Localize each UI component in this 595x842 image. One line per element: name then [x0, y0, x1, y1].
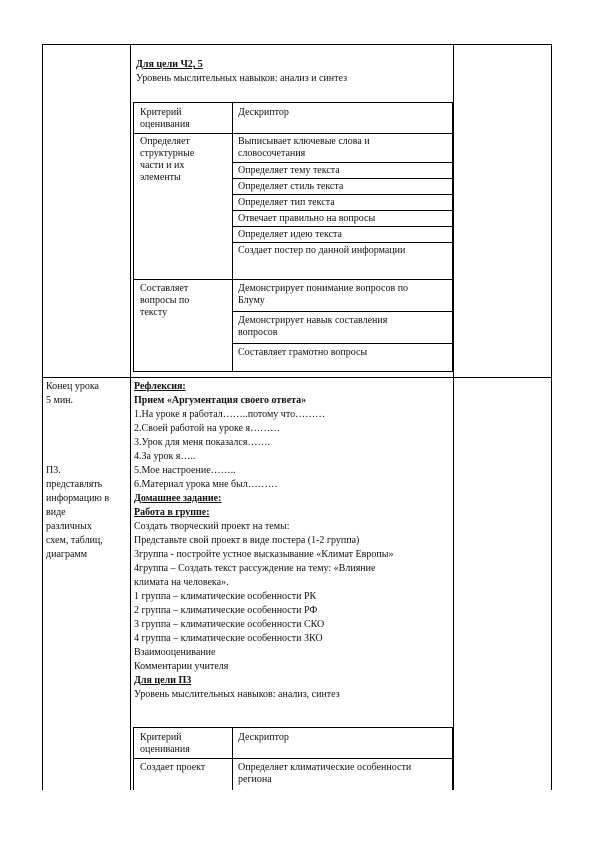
- descriptor-line: Блуму: [238, 295, 265, 306]
- task-line: Комментарии учителя: [134, 661, 229, 672]
- descriptor-divider: [232, 178, 452, 179]
- descriptor-line: Отвечает правильно на вопросы: [238, 213, 376, 224]
- descriptor-cell: [238, 347, 367, 359]
- reflection-technique: Прием «Аргументация своего ответа»: [134, 395, 307, 406]
- descriptor-line: Составляет грамотно вопросы: [238, 347, 368, 358]
- descriptor-cell: [238, 283, 408, 307]
- header-criterion-line: Критерий: [140, 107, 182, 118]
- criteria-column-divider: [232, 728, 233, 790]
- table-border-left: [42, 44, 43, 790]
- stage-line: 5 мин.: [46, 395, 74, 406]
- stage-goal-line: информацию в: [46, 493, 110, 504]
- descriptor-cell: [238, 165, 340, 177]
- header-criterion-line: Критерий: [140, 732, 182, 743]
- criterion-cell-structure: [140, 136, 194, 184]
- descriptor-line: Определяет тип текста: [238, 197, 335, 208]
- descriptor-line: Определяет тему текста: [238, 165, 340, 176]
- section2-goal: Для цели П3: [134, 675, 192, 686]
- header-criterion-line: оценивания: [140, 744, 190, 755]
- stage-goal-cell: [46, 464, 132, 562]
- descriptor-line: Выписывает ключевые слова и: [238, 136, 370, 147]
- reflection-prompt: 1.На уроке я работал……..потому что………: [134, 409, 326, 420]
- descriptor-line: Создает постер по данной информации: [238, 245, 406, 256]
- header-descriptor-text: Дескриптор: [238, 732, 289, 743]
- group-work-title: Работа в группе:: [134, 507, 210, 518]
- reflection-prompt: 2.Своей работой на уроке я………: [134, 423, 281, 434]
- stage-goal-line: П3.: [46, 465, 61, 476]
- task-line: 1 группа – климатические особенности РК: [134, 591, 317, 602]
- stage-goal-line: схем, таблиц,: [46, 535, 103, 546]
- task-line: 4группа – Создать текст рассуждение на тему: «Влияние: [134, 563, 376, 574]
- descriptor-cell: [238, 136, 370, 160]
- descriptor-divider: [232, 311, 452, 312]
- header-criterion-cell: [140, 732, 190, 756]
- table-border-top: [42, 44, 552, 45]
- table-column-divider-2: [453, 44, 454, 790]
- task-line: Представьте свой проект в виде постера (1-2 группа): [134, 535, 360, 546]
- header-criterion-cell: [140, 107, 190, 131]
- descriptor-line: Демонстрирует навык составления: [238, 315, 388, 326]
- stage-goal-line: различных: [46, 521, 92, 532]
- reflection-prompt: 4.За урок я…..: [134, 451, 196, 462]
- task-line: 3группа - постройте устное высказывание «Климат Европы»: [134, 549, 394, 560]
- section2-level: Уровень мыслительных навыков: анализ, синтез: [134, 689, 340, 700]
- descriptor-divider: [232, 194, 452, 195]
- descriptor-line: вопросов: [238, 327, 278, 338]
- reflection-title: Рефлексия:: [134, 381, 186, 392]
- criterion-line: структурные: [140, 148, 195, 159]
- table-border-right: [551, 44, 552, 790]
- group-row-divider: [134, 279, 452, 280]
- criterion-line: Определяет: [140, 136, 190, 147]
- descriptor-line: словосочетания: [238, 148, 306, 159]
- descriptor-line: Определяет стиль текста: [238, 181, 344, 192]
- header-descriptor-text: Дескриптор: [238, 107, 289, 118]
- section1-level: Уровень мыслительных навыков: анализ и синтез: [136, 73, 348, 84]
- criterion-line: Создает проект: [140, 762, 206, 773]
- descriptor-cell: [238, 315, 387, 339]
- task-line: 2 группа – климатические особенности РФ: [134, 605, 318, 616]
- section2-criteria-table: [133, 727, 453, 790]
- descriptor-cell: [238, 229, 342, 241]
- criterion-line: части и их: [140, 160, 185, 171]
- stage-goal-line: виде: [46, 507, 66, 518]
- stage-cell: [46, 380, 132, 408]
- criterion-cell-questions: [140, 283, 189, 319]
- descriptor-cell: [238, 213, 375, 225]
- task-line: 3 группа – климатические особенности СКО: [134, 619, 325, 630]
- header-criterion-line: оценивания: [140, 119, 190, 130]
- criterion-line: Составляет: [140, 283, 189, 294]
- descriptor-divider: [232, 210, 452, 211]
- descriptor-line: Определяет идею текста: [238, 229, 342, 240]
- descriptor-line: региона: [238, 774, 272, 785]
- descriptor-line: Определяет климатические особенности: [238, 762, 412, 773]
- table-column-divider-1: [130, 44, 131, 790]
- section1-header: [136, 58, 347, 86]
- criteria-column-divider: [232, 103, 233, 371]
- table-row-divider: [42, 377, 552, 378]
- descriptor-cell: [238, 245, 405, 257]
- task-line: Создать творческий проект на темы:: [134, 521, 290, 532]
- stage-goal-line: представлять: [46, 479, 103, 490]
- criterion-line: элементы: [140, 172, 181, 183]
- homework-title: Домашнее задание:: [134, 493, 222, 504]
- descriptor-divider: [232, 162, 452, 163]
- descriptor-divider: [232, 226, 452, 227]
- descriptor-cell: [238, 181, 343, 193]
- header-row-divider: [134, 133, 452, 134]
- section2-content: [134, 380, 452, 702]
- section1-criteria-table: [133, 102, 453, 372]
- stage-goal-line: диаграмм: [46, 549, 88, 560]
- task-line: 4 группа – климатические особенности ЗКО: [134, 633, 323, 644]
- descriptor-line: Демонстрирует понимание вопросов по: [238, 283, 409, 294]
- descriptor-cell: [238, 197, 335, 209]
- reflection-prompt: 3.Урок для меня показался…….: [134, 437, 270, 448]
- criterion-line: тексту: [140, 307, 168, 318]
- descriptor-cell: [238, 762, 411, 786]
- header-row-divider: [134, 758, 452, 759]
- task-line: Взаимооценивание: [134, 647, 216, 658]
- descriptor-divider: [232, 242, 452, 243]
- section1-goal: Для цели Ч2, 5: [136, 59, 203, 70]
- task-line: климата на человека».: [134, 577, 229, 588]
- reflection-prompt: 6.Материал урока мне был………: [134, 479, 278, 490]
- header-descriptor-cell: [238, 107, 289, 119]
- descriptor-divider: [232, 343, 452, 344]
- criterion-cell-project: [140, 762, 205, 774]
- header-descriptor-cell: [238, 732, 289, 744]
- reflection-prompt: 5.Мое настроение……..: [134, 465, 236, 476]
- stage-line: Конец урока: [46, 381, 99, 392]
- criterion-line: вопросы по: [140, 295, 190, 306]
